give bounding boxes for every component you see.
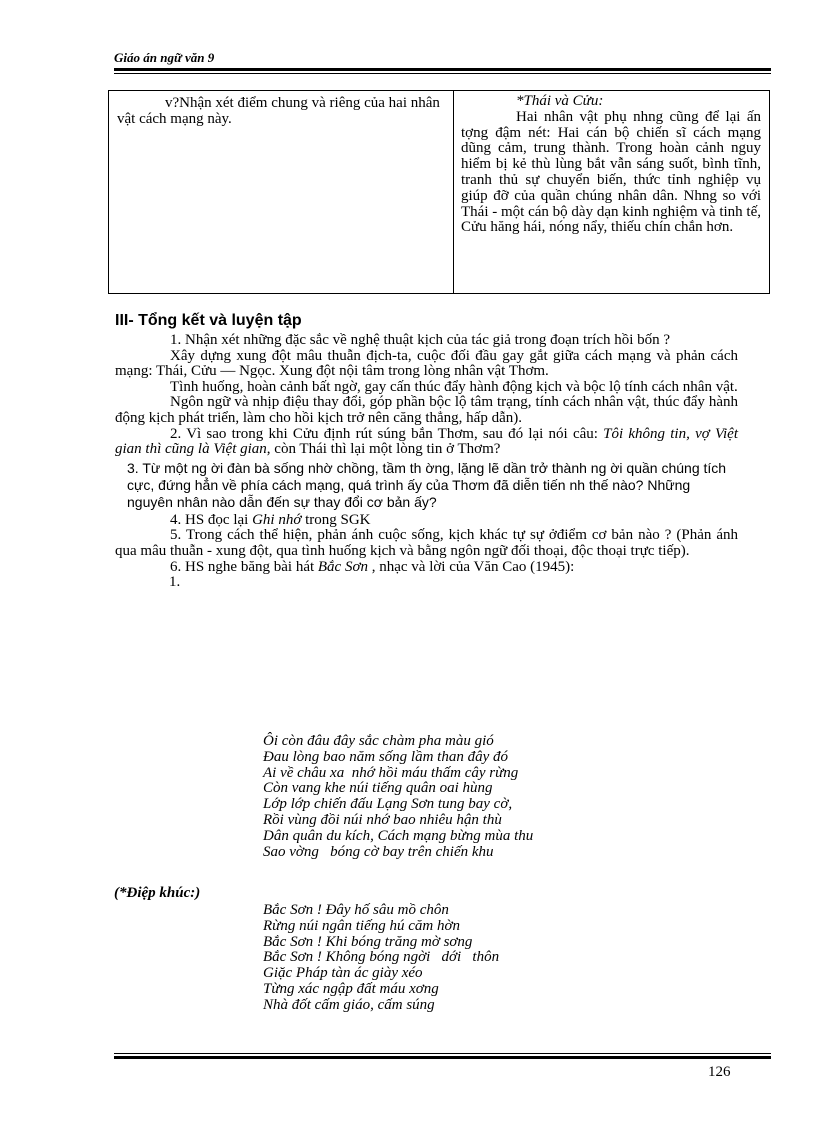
paragraph-conflict: Xây dựng xung đột mâu thuẫn địch-ta, cuộc đối đầu gay gắt giữa cách mạng và phản cách mạng: Thái, Cửu — Ngọc. Xung đột nội tâm trong lòng nhân vật Thơm. [115, 347, 738, 380]
page-number: 126 [708, 1064, 731, 1080]
section-body [115, 333, 738, 591]
page-header-title: Giáo án ngữ văn 9 [114, 50, 215, 65]
table-cell-question [109, 91, 454, 293]
poem-chorus [263, 903, 499, 1014]
paragraph-q3: 3. Từ một ng ời đàn bà sống nhờ chồng, tầm th ờng, lặng lẽ dần trở thành ng ời quần chúng tích cực, đứng hẳn về phía cách mạng, quá trình ấy của Thơm đã diễn tiến nh thế nào? Những nguyên nhân nào dẫn đến sự thay đổi cơ bản ấy? [127, 459, 727, 510]
paragraph-q1: 1. Nhận xét những đặc sắc về nghệ thuật kịch của tác giả trong đoạn trích hồi bốn ? [170, 332, 671, 348]
question-text: v?Nhận xét điểm chung và riêng của hai nhân vật cách mạng này. [117, 95, 440, 127]
poem-line: Ai về châu xa nhớ hồi máu thấm cây rừng [263, 764, 519, 781]
paragraph-q5: 5. Trong cách thể hiện, phản ánh cuộc sống, kịch khác tự sự ởđiểm cơ bản nào ? (Phản ánh qua mâu thuẫn - xung đột, qua tình huống kịch và bằng ngôn ngữ đối thoại, độc thoại trực tiếp). [115, 527, 738, 559]
poem-line: Rừng núi ngân tiếng hú căm hờn [263, 917, 460, 934]
poem-line: Dân quân du kích, Cách mạng bừng mùa thu [263, 827, 534, 844]
header-rule-thick [114, 68, 771, 71]
paragraph-q4: 4. HS đọc lại Ghi nhớ trong SGK [170, 511, 371, 528]
footer-rule-thick [114, 1056, 771, 1059]
paragraph-q2: 2. Vì sao trong khi Cửu định rút súng bắn Thơm, sau đó lại nói câu: Tôi không tin, vợ Việt gian thì cũng là Việt gian, còn Thái thì lại một lòng tin ở Thơm? [115, 425, 738, 458]
section-heading: III- Tổng kết và luyện tập [115, 312, 302, 329]
lesson-table [108, 90, 770, 294]
poem-line: Từng xác ngập đất máu xơng [263, 980, 439, 997]
poem-line: Đau lòng bao năm sống lầm than đây đó [263, 748, 508, 765]
quote-text: Tôi không tin, vợ Việt gian thì cũng là Việt gian [115, 425, 738, 458]
poem-line: Ôi còn đâu đây sắc chàm pha màu gió [263, 733, 494, 749]
poem-line: Lớp lớp chiến đấu Lạng Sơn tung bay cờ, [263, 796, 513, 813]
header-rule-thin [114, 73, 771, 74]
paragraph-language: Ngôn ngữ và nhịp điệu thay đổi, góp phần bộc lộ tâm trạng, tính cách nhân vật, thúc đẩy hành động kịch phát triển, làm cho hồi kịch trở nên căng thẳng, hấp dẫn). [115, 394, 738, 426]
answer-title: *Thái và Cửu: [516, 93, 604, 109]
poem-line: Giặc Pháp tàn ác giày xéo [263, 965, 423, 982]
poem-line: Nhà đốt cấm giáo, cấm súng [263, 996, 435, 1013]
poem-line: Bắc Sơn ! Đây hố sâu mồ chôn [263, 902, 449, 918]
answer-text: Hai nhân vật phụ nhng cũng để lại ấn tợng đậm nét: Hai cán bộ chiến sĩ cách mạng dũng cảm, trung thành. Trong hoàn cảnh nguy hiểm bị kẻ thù lùng bắt vẫn sáng suốt, bình tĩnh, tranh thủ sự chuyển biến, thức tỉnh nghiệp vụ giúp đỡ của quần chúng nhân dân. Nhng so với Thái - một cán bộ dày dạn kinh nghiệm và tinh tế, Cửu hăng hái, nóng nẩy, thiếu chín chắn hơn. [461, 108, 761, 236]
table-cell-answer [454, 91, 769, 293]
poem-verse-1 [263, 734, 533, 860]
paragraph-q6: 6. HS nghe băng bài hát Bắc Sơn , nhạc và lời của Văn Cao (1945): [170, 558, 575, 575]
poem-line: Bắc Sơn ! Khi bóng trăng mờ sơng [263, 933, 473, 950]
poem-line: Sao vờng bóng cờ bay trên chiến khu [263, 843, 494, 860]
footer-rule-thin [114, 1053, 771, 1054]
poem-line: Bắc Sơn ! Không bóng ngời dới thôn [263, 949, 500, 966]
paragraph-verse-number: 1. [169, 574, 181, 591]
chorus-label: (*Điệp khúc:) [114, 885, 201, 901]
poem-line: Rồi vùng đồi núi nhớ bao nhiêu hận thù [263, 811, 502, 828]
poem-line: Còn vang khe núi tiếng quân oai hùng [263, 780, 493, 797]
paragraph-situation: Tình huống, hoàn cảnh bất ngờ, gay cấn thúc đẩy hành động kịch và bộc lộ tính cách nhân vật. [170, 378, 738, 395]
